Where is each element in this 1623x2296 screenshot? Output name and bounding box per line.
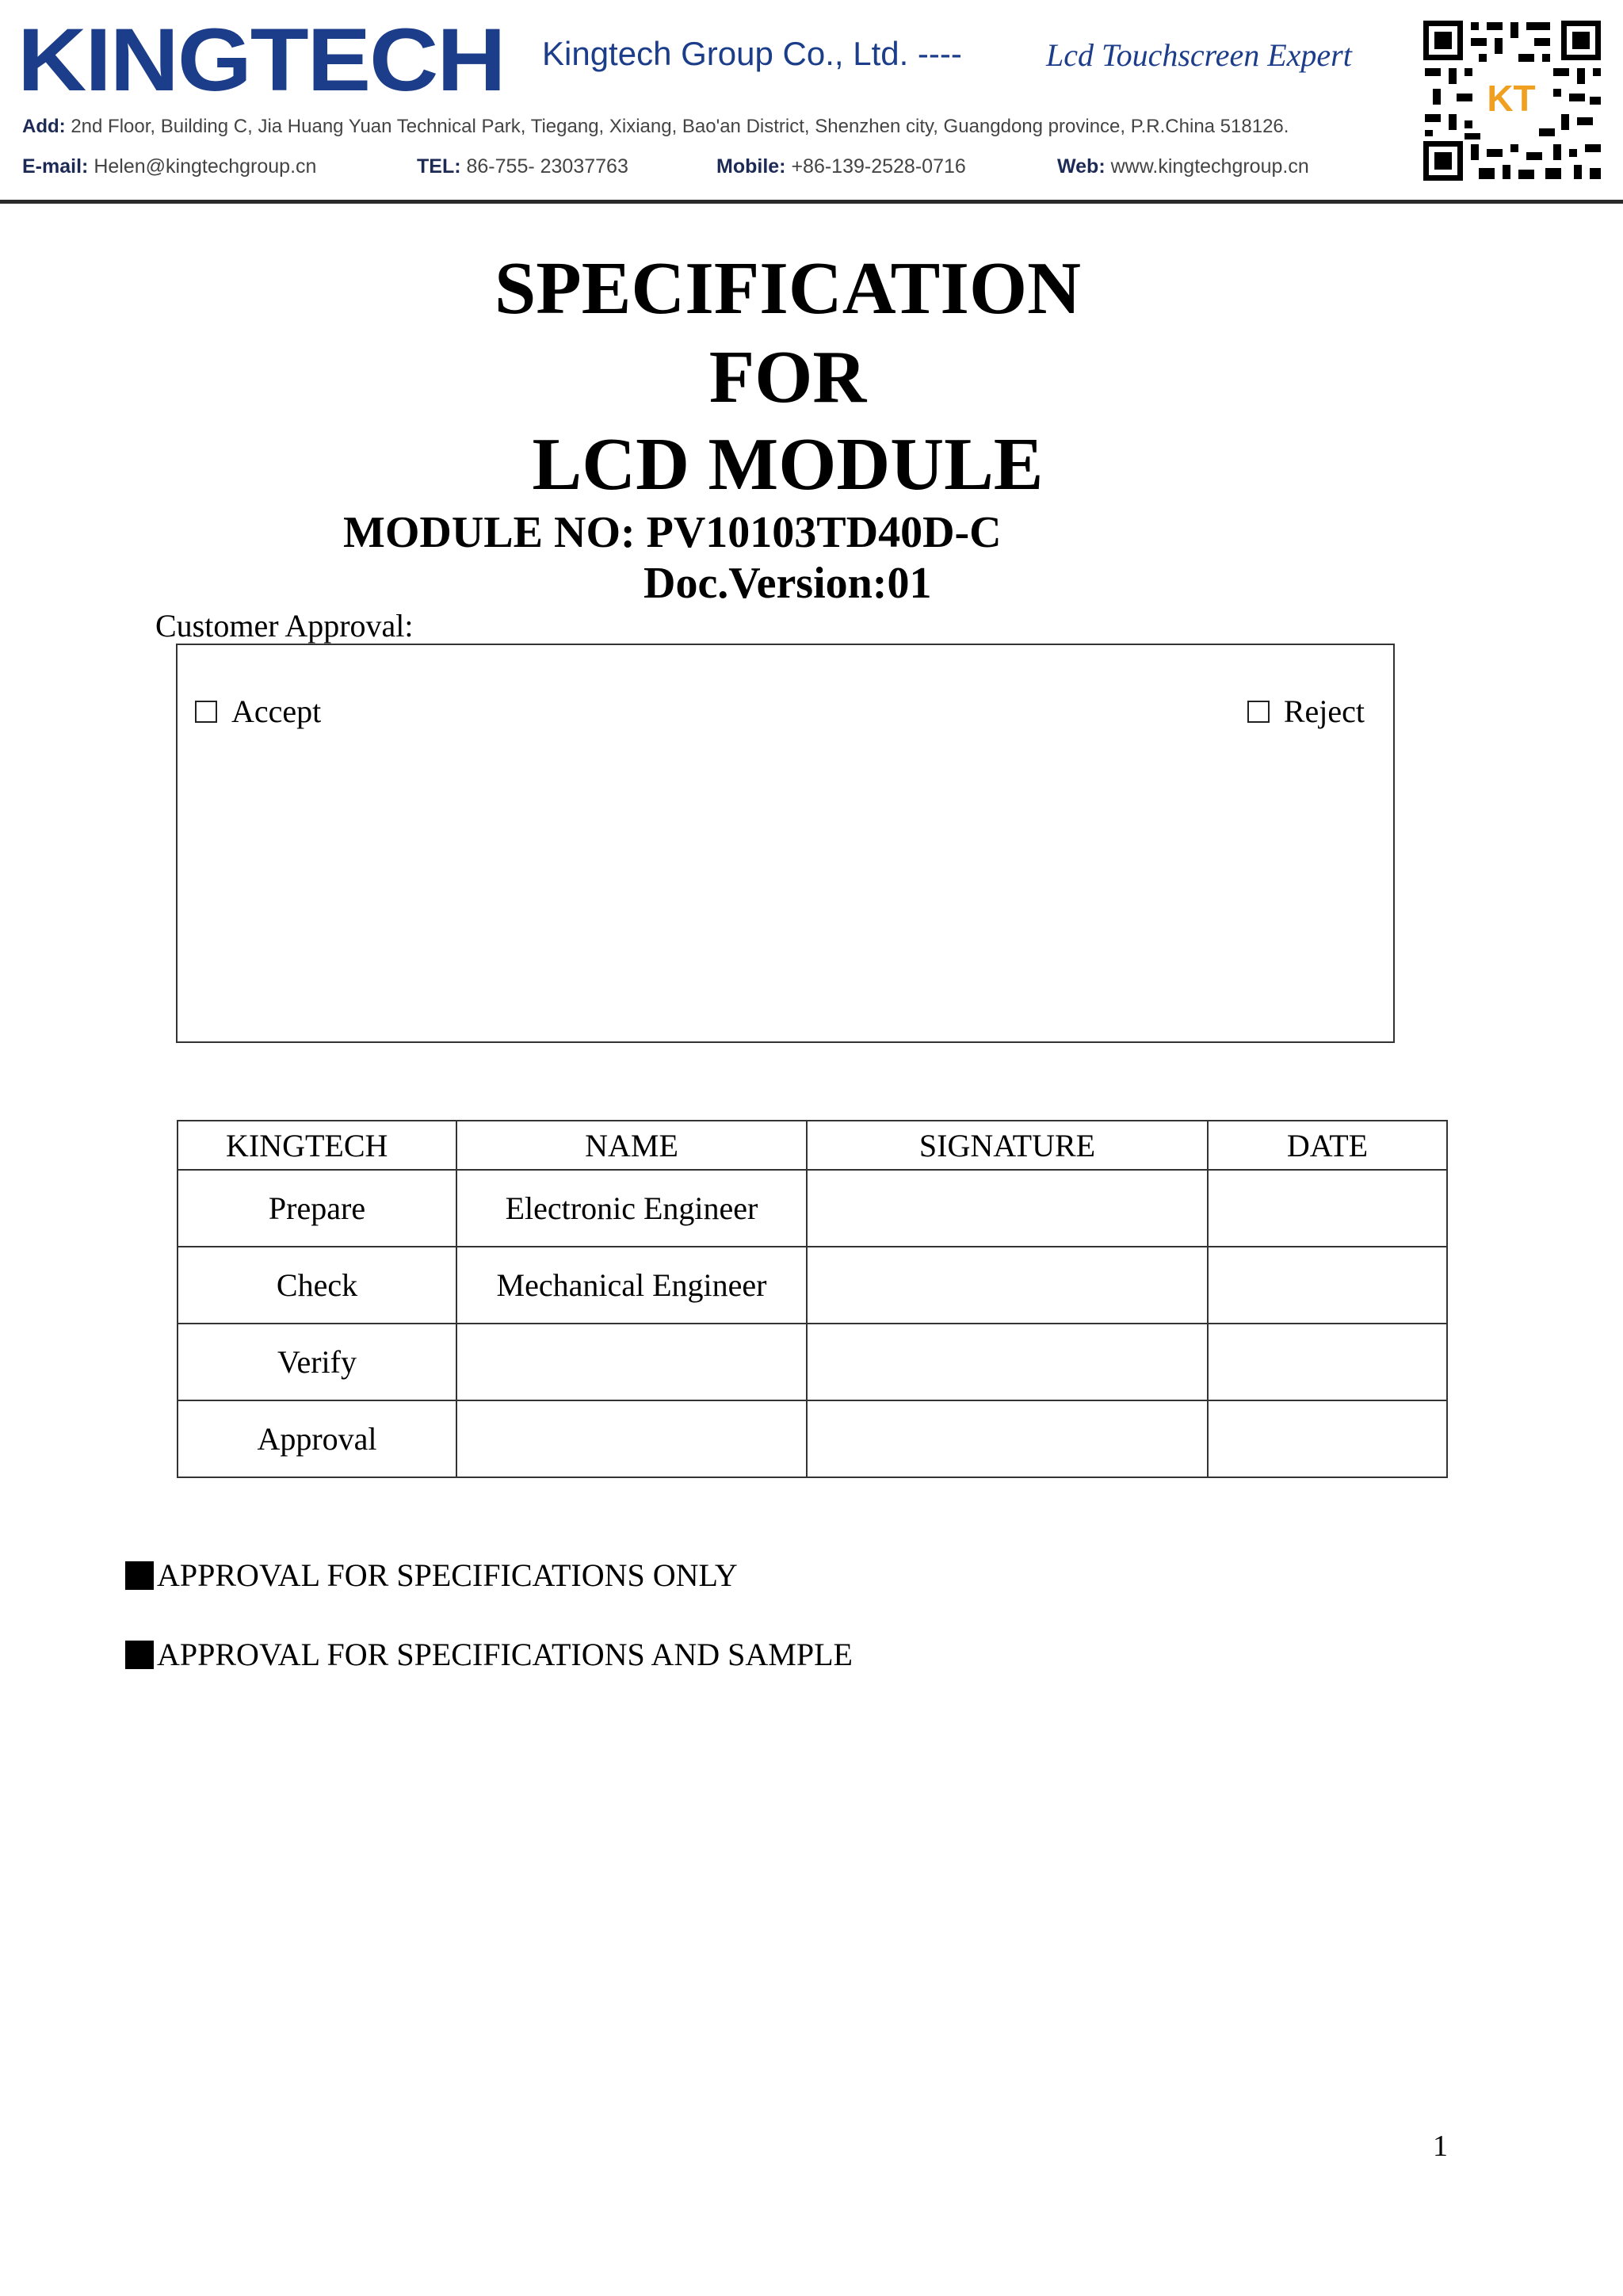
date-cell[interactable] <box>1208 1324 1447 1400</box>
date-cell[interactable] <box>1208 1247 1447 1324</box>
table-row <box>178 1324 1447 1400</box>
approval-specs-and-sample-option[interactable] <box>125 1636 853 1673</box>
page-number: 1 <box>1433 2130 1448 2163</box>
title-line-1: SPECIFICATION <box>495 247 1081 330</box>
filled-checkbox-icon <box>125 1641 154 1669</box>
table-row <box>178 1400 1447 1477</box>
web-value: www.kingtechgroup.cn <box>1110 155 1309 178</box>
mobile-value: +86-139-2528-0716 <box>791 155 966 178</box>
web-label: Web: <box>1057 155 1106 178</box>
company-logo: KINGTECH <box>17 10 505 109</box>
title-line-3: LCD MODULE <box>532 423 1044 506</box>
name-cell[interactable] <box>456 1400 807 1477</box>
title-line-2: FOR <box>708 336 867 418</box>
header-divider <box>0 200 1623 204</box>
table-row <box>178 1247 1447 1324</box>
accept-checkbox[interactable] <box>195 693 321 730</box>
checkbox-icon <box>195 701 217 723</box>
checkbox-icon <box>1247 701 1270 723</box>
company-tagline: Lcd Touchscreen Expert <box>1046 37 1352 73</box>
address-value: 2nd Floor, Building C, Jia Huang Yuan Technical Park, Tiegang, Xixiang, Bao'an District, Shenzhen city, Guangdong province, P.R.China 518126. <box>71 116 1289 137</box>
signature-cell[interactable] <box>807 1400 1208 1477</box>
customer-approval-box <box>176 644 1395 1043</box>
table-header-row <box>178 1121 1447 1170</box>
filled-checkbox-icon <box>125 1561 154 1590</box>
mobile-contact <box>716 155 966 178</box>
role-cell: Prepare <box>178 1170 456 1247</box>
qr-code-icon <box>1420 17 1604 184</box>
header-name: NAME <box>456 1121 807 1170</box>
date-cell[interactable] <box>1208 1170 1447 1247</box>
date-cell[interactable] <box>1208 1400 1447 1477</box>
kt-badge <box>1482 74 1541 122</box>
letterhead <box>0 0 1623 204</box>
tel-label: TEL: <box>417 155 461 178</box>
role-cell: Approval <box>178 1400 456 1477</box>
signature-table <box>177 1120 1448 1478</box>
accept-label: Accept <box>231 693 322 729</box>
header-signature: SIGNATURE <box>807 1121 1208 1170</box>
reject-checkbox[interactable] <box>1247 693 1365 730</box>
module-number: MODULE NO: PV10103TD40D-C <box>343 508 1002 557</box>
approval-specs-and-sample-label: APPROVAL FOR SPECIFICATIONS AND SAMPLE <box>157 1637 853 1672</box>
role-cell: Verify <box>178 1324 456 1400</box>
header-kingtech: KINGTECH <box>178 1121 456 1170</box>
name-cell[interactable] <box>456 1324 807 1400</box>
mobile-label: Mobile: <box>716 155 786 178</box>
address-label: Add: <box>22 116 66 137</box>
signature-cell[interactable] <box>807 1247 1208 1324</box>
signature-cell[interactable] <box>807 1170 1208 1247</box>
web-contact <box>1057 155 1309 178</box>
header-date: DATE <box>1208 1121 1447 1170</box>
kt-badge-text: KT <box>1487 78 1536 119</box>
tel-contact <box>417 155 628 178</box>
doc-version: Doc.Version:01 <box>643 559 932 608</box>
reject-label: Reject <box>1283 693 1365 729</box>
email-contact <box>22 155 316 178</box>
tel-value: 86-755- 23037763 <box>466 155 628 178</box>
name-cell: Electronic Engineer <box>456 1170 807 1247</box>
customer-approval-label: Customer Approval: <box>155 608 414 644</box>
email-label: E-mail: <box>22 155 89 178</box>
approval-specs-only-label: APPROVAL FOR SPECIFICATIONS ONLY <box>157 1557 738 1593</box>
role-cell: Check <box>178 1247 456 1324</box>
name-cell: Mechanical Engineer <box>456 1247 807 1324</box>
approval-specs-only-option[interactable] <box>125 1557 738 1594</box>
email-value: Helen@kingtechgroup.cn <box>94 155 317 178</box>
company-address <box>22 116 1289 138</box>
signature-cell[interactable] <box>807 1324 1208 1400</box>
company-name: Kingtech Group Co., Ltd. ---- <box>542 35 962 72</box>
table-row <box>178 1170 1447 1247</box>
